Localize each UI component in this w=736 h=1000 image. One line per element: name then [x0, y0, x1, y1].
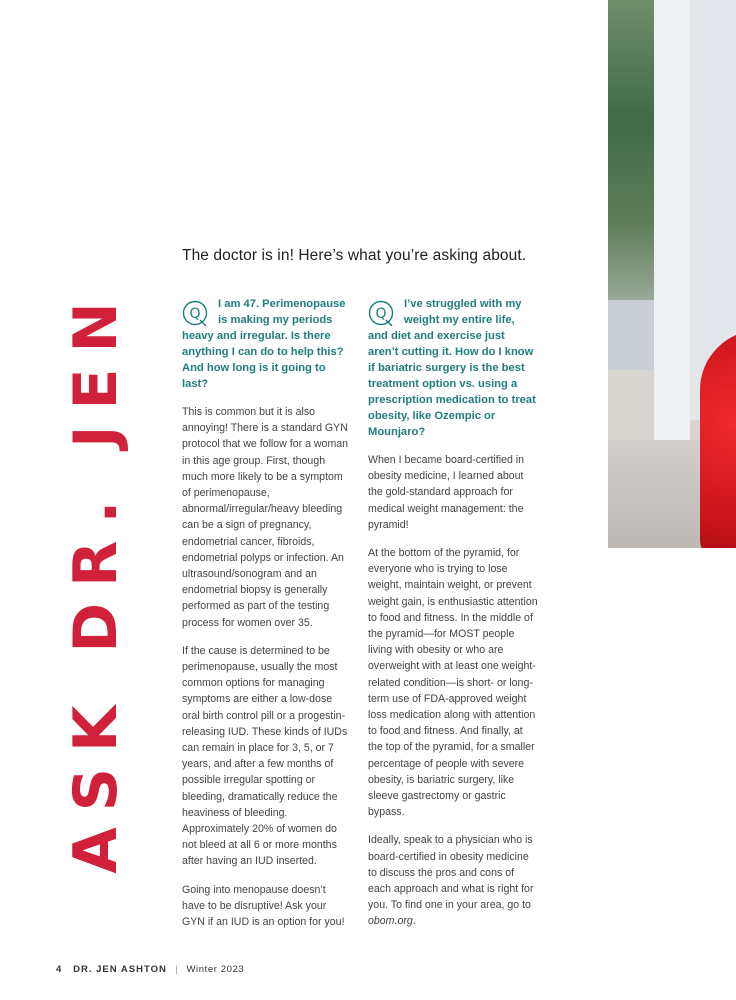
svg-text:Q: Q	[375, 306, 387, 322]
answer-right-p1: When I became board-certified in obesity medicine, I learned about the gold-standard approach for medical weight management: the pyramid!	[368, 454, 525, 531]
question-right-rest: and diet and exercise just aren’t cutting it. How do I know if bariatric surgery is the best treatment option vs. using a prescription medication to treat obesity, like Ozempic or Mounjaro?	[368, 330, 536, 438]
red-sweater	[700, 330, 736, 548]
cover-photo	[608, 0, 736, 548]
answer-right-p2: At the bottom of the pyramid, for everyone who is trying to lose weight, maintain weight, or prevent weight gain, is enthusiastic attention to food and fitness. In the middle of the pyramid—for MOST people living with obesity or who are overweight with at least one weight-related condition—is short- or long-term use of FDA-approved weight loss medication along with attention to food and fitness. And finally, at the top of the pyramid, for a smaller percentage of people with severe obesity, is bariatric surgery, like sleeve gastrectomy or gastric bypass.	[368, 547, 538, 819]
window-greenery	[608, 0, 654, 300]
q-icon	[368, 300, 396, 328]
answer-left	[182, 404, 350, 930]
question-left-first: I am 47. Perimenopause is making my periods	[218, 298, 346, 326]
qa-right	[368, 296, 538, 942]
page-number: 4	[56, 964, 62, 975]
page-footer	[56, 964, 244, 975]
question-right-first: I’ve struggled with my weight my entire life,	[404, 298, 522, 326]
footer-name: DR. JEN ASHTON	[73, 964, 167, 975]
answer-right-p3-end: .	[412, 915, 416, 928]
qa-left	[182, 296, 350, 942]
footer-separator: |	[175, 964, 179, 975]
answer-left-p2: If the cause is determined to be perimenopause, usually the most common options for managing symptoms are either a low-dose oral birth control pill or a progestin-releasing IUD. These kinds of IUDs can remain in place for 3, 5, or 7 years, and after a few months of possible irregular spotting or bleeding, dramatically reduce the heaviness of bleeding. Approximately 20% of women do not bleed at all 6 or more months after having an IUD inserted.	[182, 644, 348, 868]
window-frame	[654, 0, 690, 450]
obom-link[interactable]: obom.org	[368, 915, 413, 928]
answer-left-p3: Going into menopause doesn’t have to be disruptive! Ask your GYN if an IUD is an option for you!	[182, 883, 345, 929]
intro-line: The doctor is in! Here’s what you’re asking about.	[182, 247, 527, 264]
answer-right	[368, 452, 538, 930]
footer-issue: Winter 2023	[186, 964, 245, 975]
window-sill	[608, 300, 654, 370]
page-title: ASK DR. JEN	[61, 286, 131, 874]
svg-text:Q: Q	[189, 306, 201, 322]
answer-right-p3-text: Ideally, speak to a physician who is board-certified in obesity medicine to discuss the pros and cons of each approach and what is right for you. To find one in your area, go to	[368, 834, 534, 912]
question-left-rest: heavy and irregular. Is there anything I can do to help this? And how long is it going to last?	[182, 330, 344, 390]
q-icon	[182, 300, 210, 328]
answer-right-p3	[368, 832, 538, 929]
answer-left-p1: This is common but it is also annoying! There is a standard GYN protocol that we follow for a woman in this age group. First, though much more likely to be a symptom of perimenopause, abnormal/irregular/heavy bleeding can be a sign of pregnancy, endometrial cancer, fibroids, endometrial polyps or infection. An ultrasound/sonogram and an endometrial biopsy is generally performed as part of the testing process for women over 35.	[182, 406, 349, 629]
